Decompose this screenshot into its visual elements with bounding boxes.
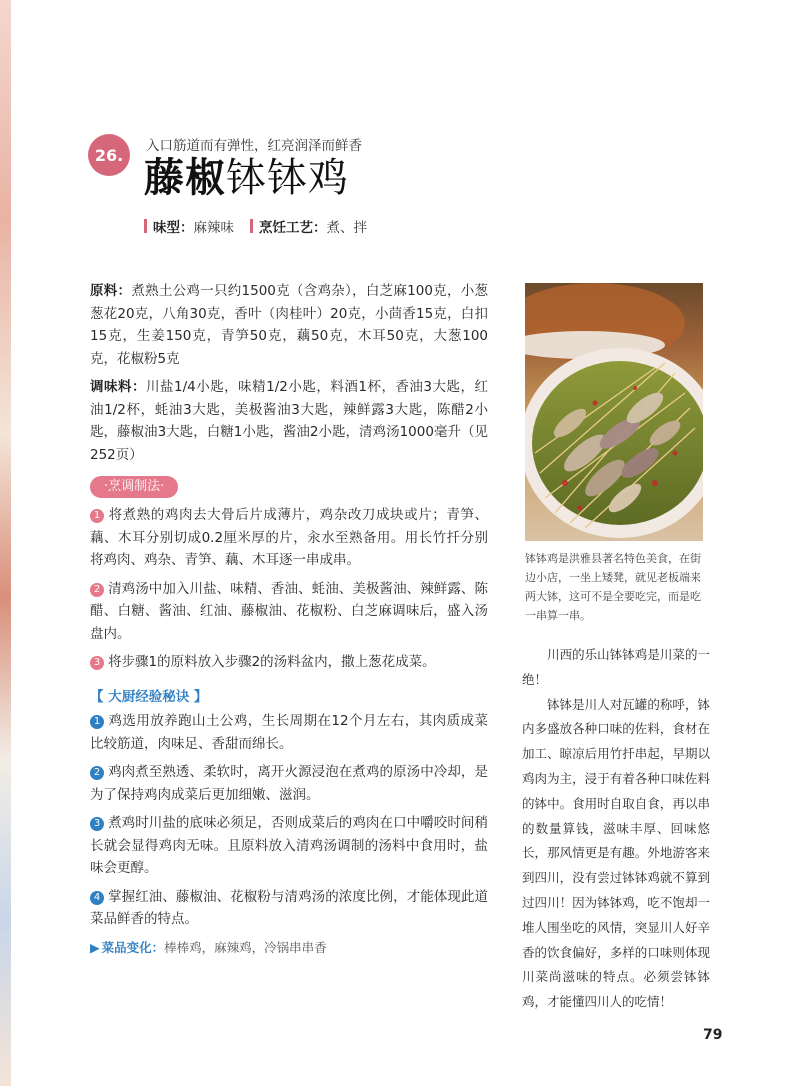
tips-title: 【 大厨经验秘诀 】 bbox=[90, 688, 208, 705]
tip-number-icon: 4 bbox=[90, 891, 104, 905]
tip-number-icon: 1 bbox=[90, 715, 104, 729]
tip-item bbox=[90, 812, 488, 880]
tip-item bbox=[90, 710, 488, 755]
recipe-subtitle: 入口筋道而有弹性，红亮润泽而鲜香 bbox=[146, 138, 362, 154]
method-title: ·烹调制法· bbox=[90, 476, 178, 498]
meta-bar-icon bbox=[144, 219, 147, 233]
recipe-meta bbox=[144, 216, 367, 236]
taste-label: 味型： bbox=[153, 220, 194, 236]
variation-label: 菜品变化： bbox=[101, 939, 165, 955]
photo-caption: 钵钵鸡是洪雅县著名特色美食，在街边小店，一坐上矮凳，就见老板端来两大钵，这可不是全要吃完，而是吃一串算一串。 bbox=[525, 552, 701, 622]
dish-variation bbox=[90, 937, 488, 960]
tip-text: 鸡肉煮至熟透、柔软时，离开火源浸泡在煮鸡的原汤中冷却，是为了保持鸡肉成菜后更加细嫩、滋润。 bbox=[90, 764, 488, 803]
left-edge-photo-strip bbox=[0, 0, 11, 1086]
triangle-right-icon: ▶ bbox=[90, 939, 100, 955]
tip-text: 煮鸡时川盐的底味必须足，否则成菜后的鸡肉在口中嚼咬时间稍长就会显得鸡肉无味。且原料放入清鸡汤调制的汤料中食用时，盐味会更醇。 bbox=[90, 815, 488, 876]
ingredients-paragraph bbox=[90, 280, 488, 370]
method-step bbox=[90, 504, 488, 572]
tip-item bbox=[90, 886, 488, 931]
recipe-body bbox=[90, 280, 488, 959]
recipe-number-badge bbox=[88, 134, 130, 176]
title-rest-part: 钵钵鸡 bbox=[226, 155, 349, 201]
method-step bbox=[90, 578, 488, 646]
taste-value: 麻辣味 bbox=[193, 220, 234, 236]
tip-text: 鸡选用放养跑山土公鸡，生长周期在12个月左右，其肉质成菜比较筋道，肉味足、香甜而绵长。 bbox=[90, 713, 488, 752]
recipe-title bbox=[144, 152, 349, 204]
method-step bbox=[90, 651, 488, 674]
process-value: 煮、拌 bbox=[326, 220, 367, 236]
variation-text: 棒棒鸡，麻辣鸡，冷锅串串香 bbox=[164, 939, 327, 955]
recipe-number: 26. bbox=[94, 145, 124, 165]
meta-bar-icon bbox=[250, 219, 253, 233]
tip-text: 掌握红油、藤椒油、花椒粉与清鸡汤的浓度比例，才能体现此道菜品鲜香的特点。 bbox=[90, 888, 488, 927]
step-number-icon: 1 bbox=[90, 509, 104, 523]
step-number-icon: 2 bbox=[90, 583, 104, 597]
ingredients-label: 原料： bbox=[90, 283, 132, 299]
essay-paragraph: 钵钵是川人对瓦罐的称呼，钵内多盛放各种口味的佐料，食材在加工、晾凉后用竹扦串起，早期以鸡肉为主，浸于有着各种口味佐料的钵中。食用时自取自食，再以串的数量算钱，滋味丰厚、回味悠长，那风情更是有趣。外地游客来到四川，没有尝过钵钵鸡就不算到过四川！因为钵钵鸡，吃不饱却一堆人围坐吃的风情，突显川人好辛香的饮食偏好，多样的口味则体现川菜尚滋味的特点。必须尝钵钵鸡，才能懂四川人的吃情！ bbox=[522, 696, 710, 1010]
tip-number-icon: 3 bbox=[90, 817, 104, 831]
step-text: 将煮熟的鸡肉去大骨后片成薄片，鸡杂改刀成块或片；青笋、藕、木耳分别切成0.2厘米厚的片，汆水至熟备用。用长竹扦分别将鸡肉、鸡杂、青笋、藕、木耳逐一串成串。 bbox=[90, 507, 488, 568]
essay-paragraph: 川西的乐山钵钵鸡是川菜的一绝！ bbox=[522, 647, 710, 687]
ingredients-text: 煮熟土公鸡一只约1500克（含鸡杂），白芝麻100克，小葱葱花20克，八角30克，香叶（肉桂叶）20克，小茴香15克，白扣15克，生姜150克，青笋50克，藕50克，木耳50克，大葱100克，花椒粉5克 bbox=[90, 283, 489, 367]
seasonings-text: 川盐1/4小匙，味精1/2小匙，料酒1杯，香油3大匙，红油1/2杯，蚝油3大匙，美极酱油3大匙，辣鲜露3大匙，陈醋2小匙，藤椒油3大匙，白糖1小匙，酱油2小匙，清鸡汤1000毫升（见252页） bbox=[90, 379, 488, 463]
title-bold-part: 藤椒 bbox=[144, 155, 226, 201]
page-number: 79 bbox=[703, 1027, 723, 1043]
tip-item bbox=[90, 761, 488, 806]
step-number-icon: 3 bbox=[90, 656, 104, 670]
process-label: 烹饪工艺： bbox=[259, 220, 327, 236]
tip-number-icon: 2 bbox=[90, 766, 104, 780]
step-text: 清鸡汤中加入川盐、味精、香油、蚝油、美极酱油、辣鲜露、陈醋、白糖、酱油、红油、藤椒油、花椒粉、白芝麻调味后，盛入汤盘内。 bbox=[90, 580, 488, 642]
seasonings-paragraph bbox=[90, 376, 488, 466]
step-text: 将步骤1的原料放入步骤2的汤料盆内，撒上葱花成菜。 bbox=[108, 654, 436, 670]
seasonings-label: 调味料： bbox=[90, 379, 146, 395]
sidebar-essay bbox=[522, 643, 710, 1015]
dish-photo bbox=[525, 283, 703, 541]
